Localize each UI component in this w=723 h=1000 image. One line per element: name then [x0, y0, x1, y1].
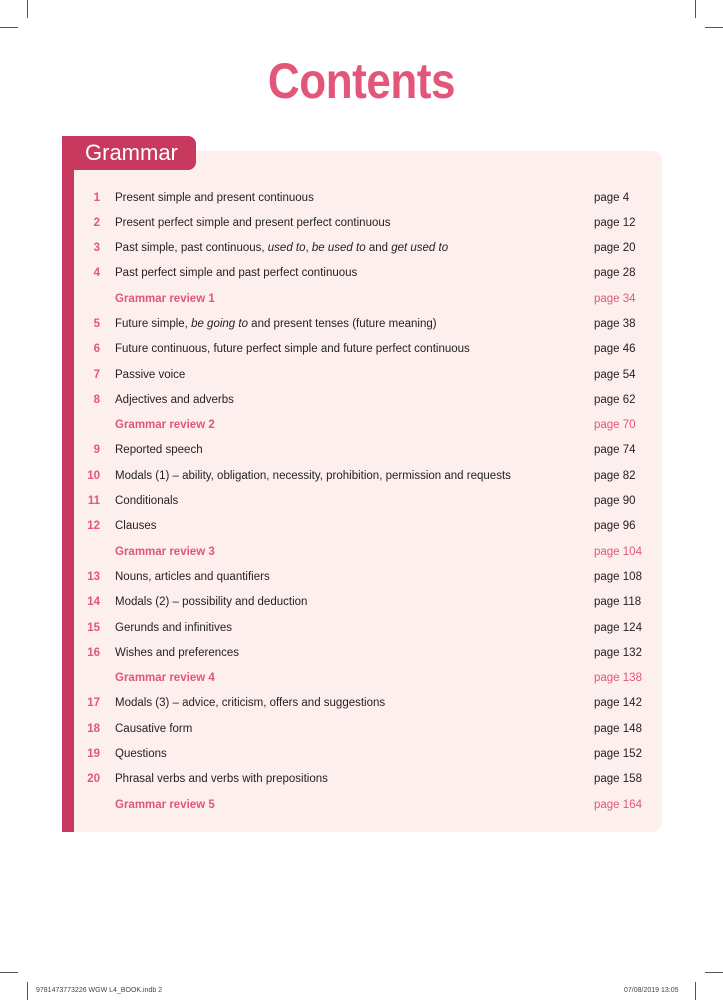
unit-number: 4: [93, 267, 100, 280]
page-number: page 108: [594, 570, 642, 583]
footer-file-info: 9781473773226 WGW L4_BOOK.indb 2: [36, 987, 163, 994]
unit-title: [115, 186, 314, 211]
title-segment: Phrasal verbs and verbs with prepositions: [115, 773, 328, 786]
unit-title: [115, 691, 385, 716]
unit-row: [74, 717, 662, 742]
review-title: [115, 540, 215, 565]
page-number: page 54: [594, 368, 636, 381]
page-number: page 142: [594, 697, 642, 710]
page-number: page 138: [594, 672, 642, 685]
title-segment: Modals (2) – possibility and deduction: [115, 596, 308, 609]
page-number: page 62: [594, 393, 636, 406]
unit-row: [74, 590, 662, 615]
title-segment: used to: [267, 242, 306, 255]
review-title: [115, 413, 215, 438]
unit-title: [115, 261, 357, 286]
title-segment: Wishes and preferences: [115, 646, 240, 659]
unit-number: 5: [93, 317, 100, 330]
title-segment: and present tenses (future meaning): [247, 317, 437, 330]
unit-number: 7: [93, 368, 100, 381]
page-number: page 34: [594, 292, 636, 305]
title-segment: Gerunds and infinitives: [115, 621, 232, 634]
page-number: page 104: [594, 545, 642, 558]
review-row: [74, 413, 662, 438]
page-number: page 28: [594, 267, 636, 280]
unit-row: [74, 691, 662, 716]
section-accent-bar: [62, 136, 74, 832]
unit-row: [74, 742, 662, 767]
unit-title: [115, 590, 307, 615]
unit-number: 16: [87, 646, 100, 659]
page-number: page 158: [594, 773, 642, 786]
review-row: [74, 666, 662, 691]
unit-number: 9: [93, 444, 100, 457]
page-number: page 148: [594, 722, 642, 735]
unit-title: [115, 742, 167, 767]
unit-row: [74, 186, 662, 211]
title-segment: get used to: [391, 242, 449, 255]
unit-title: [115, 514, 157, 539]
unit-number: 1: [93, 191, 100, 204]
page-title: Contents: [267, 53, 456, 109]
title-segment: Passive voice: [115, 368, 186, 381]
crop-mark: [695, 0, 696, 18]
unit-title: [115, 641, 239, 666]
unit-title: [115, 388, 234, 413]
title-segment: Grammar review 1: [115, 292, 215, 305]
unit-row: [74, 211, 662, 236]
title-segment: be going to: [191, 317, 248, 330]
crop-mark: [0, 27, 18, 28]
title-segment: and: [365, 242, 392, 255]
unit-title: [115, 438, 203, 463]
page-number: page 152: [594, 748, 642, 761]
unit-row: [74, 565, 662, 590]
page-number: page 118: [594, 596, 642, 609]
title-segment: ,: [305, 242, 312, 255]
title-segment: Grammar review 3: [115, 545, 215, 558]
page-number: page 82: [594, 469, 636, 482]
page-number: page 132: [594, 646, 642, 659]
unit-row: [74, 261, 662, 286]
page-number: page 46: [594, 343, 636, 356]
unit-row: [74, 767, 662, 792]
title-segment: Nouns, articles and quantifiers: [115, 570, 270, 583]
unit-number: 3: [93, 242, 100, 255]
title-segment: Reported speech: [115, 444, 203, 457]
unit-number: 19: [87, 748, 100, 761]
title-segment: be used to: [311, 242, 366, 255]
unit-title: [115, 489, 178, 514]
title-segment: Modals (1) – ability, obligation, necessity, prohibition, permission and requests: [115, 469, 511, 482]
page-number: page 74: [594, 444, 636, 457]
unit-number: 11: [87, 495, 100, 508]
title-segment: Grammar review 5: [115, 798, 215, 811]
unit-row: [74, 438, 662, 463]
unit-row: [74, 464, 662, 489]
review-title: [115, 666, 215, 691]
unit-title: [115, 767, 328, 792]
unit-row: [74, 514, 662, 539]
unit-title: [115, 312, 437, 337]
unit-title: [115, 363, 185, 388]
page-number: page 4: [594, 191, 630, 204]
unit-row: [74, 388, 662, 413]
unit-number: 17: [87, 697, 100, 710]
unit-title: [115, 337, 470, 362]
title-segment: Questions: [115, 748, 167, 761]
unit-row: [74, 616, 662, 641]
unit-row: [74, 489, 662, 514]
unit-number: 8: [93, 393, 100, 406]
review-row: [74, 540, 662, 565]
title-segment: Adjectives and adverbs: [115, 393, 234, 406]
review-title: [115, 287, 215, 312]
unit-number: 18: [87, 722, 100, 735]
title-segment: Present simple and present continuous: [115, 191, 314, 204]
unit-number: 20: [87, 773, 100, 786]
page-number: page 96: [594, 520, 636, 533]
crop-mark: [705, 27, 723, 28]
title-segment: Clauses: [115, 520, 157, 533]
crop-mark: [695, 982, 696, 1000]
unit-number: 13: [87, 570, 100, 583]
review-title: [115, 793, 215, 818]
title-segment: Future continuous, future perfect simple and future perfect continuous: [115, 343, 470, 356]
page-number: page 124: [594, 621, 642, 634]
title-segment: Past simple, past continuous,: [115, 242, 268, 255]
unit-title: [115, 464, 511, 489]
unit-row: [74, 337, 662, 362]
crop-mark: [27, 0, 28, 18]
page-number: page 12: [594, 216, 636, 229]
title-segment: Modals (3) – advice, criticism, offers and suggestions: [115, 697, 386, 710]
unit-row: [74, 236, 662, 261]
page-number: page 164: [594, 798, 642, 811]
title-segment: Conditionals: [115, 495, 179, 508]
unit-title: [115, 616, 232, 641]
unit-number: 6: [93, 343, 100, 356]
title-segment: Future simple,: [115, 317, 192, 330]
title-segment: Grammar review 2: [115, 419, 215, 432]
contents-list: [74, 186, 662, 818]
unit-row: [74, 312, 662, 337]
unit-number: 14: [87, 596, 100, 609]
review-row: [74, 287, 662, 312]
title-segment: Grammar review 4: [115, 672, 215, 685]
unit-row: [74, 363, 662, 388]
page-number: page 90: [594, 495, 636, 508]
page-number: page 20: [594, 242, 636, 255]
crop-mark: [0, 972, 18, 973]
title-segment: Causative form: [115, 722, 193, 735]
title-segment: Present perfect simple and present perfect continuous: [115, 216, 391, 229]
unit-number: 2: [93, 216, 100, 229]
unit-title: [115, 211, 391, 236]
footer-timestamp: 07/08/2019 13:05: [624, 987, 679, 994]
unit-title: [115, 236, 448, 261]
page-number: page 38: [594, 317, 636, 330]
crop-mark: [27, 982, 28, 1000]
unit-row: [74, 641, 662, 666]
crop-mark: [705, 972, 723, 973]
unit-title: [115, 717, 192, 742]
unit-title: [115, 565, 270, 590]
unit-number: 12: [87, 520, 100, 533]
page-number: page 70: [594, 419, 636, 432]
unit-number: 15: [87, 621, 100, 634]
title-segment: Past perfect simple and past perfect continuous: [115, 267, 358, 280]
section-tab: Grammar: [74, 136, 196, 170]
unit-number: 10: [87, 469, 100, 482]
review-row: [74, 793, 662, 818]
